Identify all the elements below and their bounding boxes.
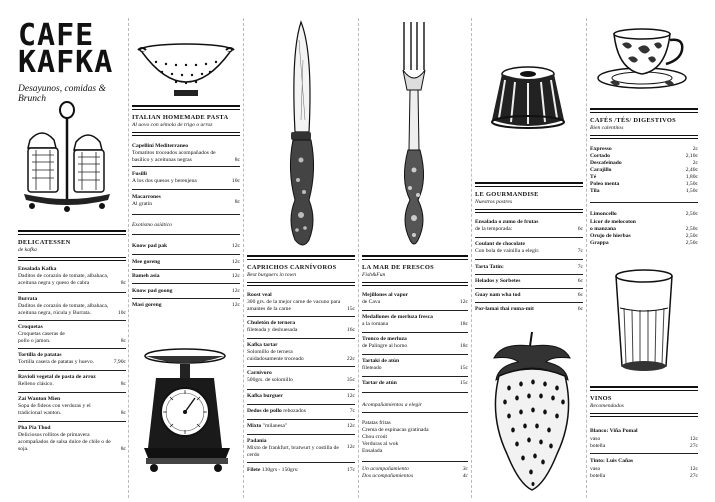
item-name: Medallones de merluza fresca <box>362 314 433 320</box>
item-desc: fileteada y deshuesada <box>247 327 298 333</box>
menu-item <box>362 314 468 328</box>
item-name: Burrata <box>18 296 38 302</box>
item-price: 8c <box>120 446 126 452</box>
item-price: 6c <box>577 226 583 232</box>
item-name: Tortilla de patatas <box>18 352 62 358</box>
item-name: Blanco: Viña Pomal <box>590 428 638 434</box>
brand-logo <box>18 18 126 104</box>
glass-illustration <box>612 268 676 374</box>
menu-item <box>247 408 355 415</box>
item-name: Coulant de chocolate <box>475 241 526 247</box>
column-divider <box>358 18 359 498</box>
menu-item <box>132 171 240 185</box>
item-name: Dos acompañamientos <box>362 473 414 479</box>
menu-item <box>18 324 126 345</box>
menu-item <box>475 306 583 313</box>
item-price: 2,50c <box>685 233 698 239</box>
divider <box>247 338 355 339</box>
item-desc: a la romana <box>362 321 389 327</box>
menu-item <box>132 288 240 295</box>
caprichos-header <box>247 255 355 286</box>
item-desc: de Cava <box>362 299 381 305</box>
item-price: 2c <box>692 160 698 166</box>
menu-item <box>18 296 126 317</box>
item-price: 1,50c <box>685 188 698 194</box>
item-price: 10c <box>117 310 126 316</box>
column-divider <box>128 18 129 498</box>
menu-item <box>362 466 468 473</box>
wine-line <box>590 436 698 443</box>
section-title: VINOS <box>590 395 612 402</box>
fork-illustration <box>396 20 432 248</box>
item-name: Cortado <box>590 153 610 159</box>
item-name: Filete <box>247 467 261 473</box>
column-1 <box>18 0 126 502</box>
item-name: Fusilli <box>132 171 147 177</box>
item-name: Croquetas <box>18 324 43 330</box>
divider <box>247 389 355 390</box>
divider <box>18 370 126 371</box>
divider <box>362 392 468 393</box>
menu-item <box>247 423 355 430</box>
item-name: Carajillo <box>590 167 612 173</box>
column-4 <box>362 0 468 502</box>
menu-item <box>18 396 126 417</box>
menu-item <box>362 336 468 350</box>
menu-item <box>247 292 355 313</box>
menu-item <box>247 467 355 474</box>
menu-item <box>475 241 583 255</box>
menu-item <box>590 233 698 240</box>
item-name: Padania <box>247 438 267 444</box>
menu-item <box>475 278 583 285</box>
delicatessen-header <box>18 230 126 261</box>
item-desc: Tortilla casera de patatas y huevo. <box>18 359 95 365</box>
item-price: 2,50c <box>685 240 698 246</box>
item-name: o manzana <box>590 226 616 232</box>
item-desc: Relleno clásico. <box>18 381 54 387</box>
menu-item <box>247 370 355 384</box>
item-price: 12c <box>689 466 698 472</box>
item-price: 4c <box>462 473 468 479</box>
item-price: 18c <box>459 321 468 327</box>
side-item: Crema de espinacas gratinada <box>362 427 429 433</box>
column-5 <box>475 0 583 502</box>
menu-item <box>18 374 126 388</box>
subheading-text: Acompañamientos a elegir <box>362 402 422 408</box>
sides-list <box>362 420 468 455</box>
item-price: 7c <box>349 408 355 414</box>
item-name: Carnivoro <box>247 370 272 376</box>
item-name: Capellini Mediterraneo <box>132 143 189 149</box>
divider <box>132 214 240 215</box>
gourmandise-header <box>475 182 583 213</box>
menu-item <box>18 425 126 453</box>
divider <box>132 298 240 299</box>
section-title: CAPRICHOS CARNÍVOROS <box>247 264 337 271</box>
item-price: 2,40c <box>685 167 698 173</box>
item-price: 12c <box>346 423 355 429</box>
divider <box>132 254 240 255</box>
divider <box>132 269 240 270</box>
item-price: 2,50c <box>685 211 698 217</box>
item-name: Tronco de merluza <box>362 336 407 342</box>
item-price: 1,50c <box>685 181 698 187</box>
divider <box>362 354 468 355</box>
side-item: Patatas fritas <box>362 420 391 426</box>
item-name: Orujo de hierbas <box>590 233 631 239</box>
divider <box>475 274 583 275</box>
item-price: 2,10c <box>685 153 698 159</box>
menu-item <box>590 181 698 188</box>
sides-subheading <box>362 402 468 409</box>
column-divider <box>471 18 472 498</box>
item-price: 12c <box>231 259 240 265</box>
divider <box>132 283 240 284</box>
divider <box>18 421 126 422</box>
menu-item <box>247 393 355 400</box>
item-price: 6c <box>577 278 583 284</box>
item-name: Té <box>590 174 597 180</box>
colander-illustration <box>136 40 236 100</box>
item-desc: Deliciosos rollitos de primavera acompañados de salsa dulce de chile o de soja. <box>18 432 111 452</box>
item-price: 8c <box>120 381 126 387</box>
item-desc: Con bola de vainilla a elegir. <box>475 248 540 254</box>
menu-item <box>475 292 583 299</box>
section-title: CAFÉS /TÉS/ DIGESTIVOS <box>590 117 677 124</box>
item-label: vaso <box>590 466 601 472</box>
item-desc: 130grs - 150grs: <box>261 467 299 473</box>
menu-item <box>590 240 698 247</box>
item-label: botella <box>590 443 606 449</box>
section-subtitle: Fish&Fun <box>362 272 386 278</box>
item-name: Kafka burguer <box>247 393 283 399</box>
item-name: Tartar de atún <box>362 380 397 386</box>
divider <box>590 453 698 454</box>
item-price: 17c <box>346 467 355 473</box>
item-name: Grappa <box>590 240 609 246</box>
knife-illustration <box>283 20 319 250</box>
menu-item <box>362 473 468 480</box>
divider <box>475 259 583 260</box>
item-price: 12c <box>346 444 355 450</box>
divider <box>362 310 468 311</box>
menu-item <box>132 243 240 250</box>
item-price: 22c <box>346 356 355 362</box>
item-name: Ensalada Kafka <box>18 266 57 272</box>
item-desc: Daditos de corazón de tomate, albahaca, aceituna negra, rúcula y Burrata. <box>18 303 109 316</box>
brand-tagline: Desayunos, comidas & Brunch <box>18 84 106 104</box>
item-price: 10c <box>231 178 240 184</box>
item-desc: Solomillo de ternera cuidadosamente troceado <box>247 349 304 362</box>
item-price: 16c <box>346 327 355 333</box>
item-desc: Tomatitos troceados acompañados de basilico y aceitunas negras <box>132 150 216 163</box>
menu-item <box>475 219 583 233</box>
divider <box>475 237 583 238</box>
item-name: Kafka tartar <box>247 342 278 348</box>
menu-item <box>590 146 698 153</box>
section-subtitle: Al uovo con sémola de trigo o arroz <box>132 122 213 128</box>
menu-item <box>590 211 698 218</box>
item-price: 8c <box>120 338 126 344</box>
item-desc: "milanesa" <box>262 423 288 429</box>
item-desc: Al gratín <box>132 201 153 207</box>
divider <box>18 292 126 293</box>
section-subtitle: Recomendados <box>590 403 624 409</box>
item-desc: Croquetas caseras de pollo o jamon. <box>18 331 65 344</box>
menu-item <box>362 292 468 306</box>
menu-item <box>590 219 698 226</box>
teacup-illustration <box>596 24 692 94</box>
item-name: Bameh asia <box>132 273 160 279</box>
frescos-header <box>362 255 468 286</box>
divider <box>247 316 355 317</box>
item-name: Guay nam wha tod <box>475 292 521 298</box>
divider <box>247 404 355 405</box>
item-name: Mee goreng <box>132 259 161 265</box>
item-name: Know pad pak <box>132 243 168 249</box>
item-price: 7c <box>577 248 583 254</box>
side-item: Verduras al wok <box>362 441 399 447</box>
divider <box>132 166 240 167</box>
section-title: LE GOURMANDISE <box>475 191 539 198</box>
menu-item <box>590 153 698 160</box>
item-price: 15c <box>346 306 355 312</box>
item-price: 7,90c <box>113 359 126 365</box>
item-price: 3c <box>462 466 468 472</box>
item-price: 12c <box>459 299 468 305</box>
item-price: 15c <box>459 380 468 386</box>
brand-line-2: KAFKA <box>18 45 114 80</box>
item-desc: A los dos quesos y berenjena <box>132 178 197 184</box>
item-name: Tila <box>590 188 600 194</box>
item-price: 8c <box>120 280 126 286</box>
item-desc: rebozados <box>283 408 306 414</box>
menu-item <box>362 380 468 387</box>
item-desc: de Palingre al horno <box>362 343 408 349</box>
item-name: Pha Pia Thod <box>18 425 51 431</box>
brand-line-1: CAFE <box>18 18 95 53</box>
item-price: 18c <box>459 343 468 349</box>
item-desc: 500grs. de solomillo <box>247 377 293 383</box>
menu-item <box>132 194 240 208</box>
menu-item <box>590 226 698 233</box>
item-name: Roost veal <box>247 292 272 298</box>
menu-item <box>132 143 240 164</box>
item-name: Tinto: Luis Cañas <box>590 458 634 464</box>
side-item: Ensalada <box>362 448 383 454</box>
item-name: Mixto <box>247 423 262 429</box>
divider <box>362 332 468 333</box>
menu-item <box>590 174 698 181</box>
item-desc: Sopa de fideos con verduras y el tradicional wanton. <box>18 403 91 416</box>
divider <box>18 392 126 393</box>
item-name: Ravioli vegetal de pasta de arroz <box>18 374 96 380</box>
column-6 <box>590 0 698 502</box>
divider <box>590 202 698 203</box>
item-price: 7c <box>577 264 583 270</box>
item-name: Ensalada o zumo de frutas <box>475 219 539 225</box>
item-price: 27c <box>689 473 698 479</box>
item-name: Poleo menta <box>590 181 620 187</box>
menu-item <box>362 358 468 372</box>
divider <box>247 434 355 435</box>
item-name: Tartaki de atún <box>362 358 400 364</box>
wine-name <box>590 458 698 465</box>
wine-line <box>590 443 698 450</box>
menu-item <box>18 352 126 366</box>
item-price: 12c <box>231 302 240 308</box>
kitchen-scale-illustration <box>140 344 235 489</box>
item-desc: de la temporada: <box>475 226 513 232</box>
divider <box>18 348 126 349</box>
section-subtitle: de kafka <box>18 247 37 253</box>
item-price: 12c <box>231 243 240 249</box>
item-price: 8c <box>234 199 240 205</box>
divider <box>475 302 583 303</box>
strawberry-illustration <box>487 330 577 495</box>
menu-item <box>18 266 126 287</box>
column-2 <box>132 0 240 502</box>
divider <box>247 366 355 367</box>
wine-line <box>590 473 698 480</box>
item-name: Limoncello <box>590 211 617 217</box>
divider <box>247 462 355 463</box>
item-name: Licor de melocoton <box>590 219 636 225</box>
menu-item <box>590 188 698 195</box>
column-3 <box>247 0 355 502</box>
item-desc: fileteado <box>362 365 382 371</box>
item-name: Expresso <box>590 146 612 152</box>
item-price: 6c <box>577 292 583 298</box>
subheading-text: Exotismo asiático <box>132 222 172 228</box>
menu-item <box>132 302 240 309</box>
item-label: botella <box>590 473 606 479</box>
menu-item <box>132 273 240 280</box>
divider <box>475 288 583 289</box>
section-subtitle: Best burguers in town <box>247 272 297 278</box>
section-subtitle: Bien calentitos <box>590 125 624 131</box>
section-title: ITALIAN HOMEMADE PASTA <box>132 114 229 121</box>
item-name: Mejillones al vapor <box>362 292 408 298</box>
item-desc: Mixto de frankfurt, bratwurt y costilla de cerdo <box>247 445 339 458</box>
divider <box>247 419 355 420</box>
section-subtitle: Nuestros postres <box>475 199 513 205</box>
cafes-header <box>590 108 698 139</box>
item-price: 12c <box>231 288 240 294</box>
item-price: 2c <box>692 146 698 152</box>
item-price: 12c <box>231 273 240 279</box>
divider <box>362 461 468 462</box>
item-name: Macarrones <box>132 194 161 200</box>
item-price: 2,50c <box>685 226 698 232</box>
pasta-header <box>132 105 240 136</box>
cruet-set-illustration <box>22 100 112 215</box>
menu-item <box>247 320 355 334</box>
column-divider <box>586 18 587 498</box>
item-price: 6c <box>577 306 583 312</box>
item-name: Tarta Tatin: <box>475 264 504 270</box>
exotic-subheading <box>132 222 240 229</box>
section-title: LA MAR DE FRESCOS <box>362 264 435 271</box>
item-price: 35c <box>346 377 355 383</box>
divider <box>18 320 126 321</box>
item-price: 27c <box>689 443 698 449</box>
side-item: Chou croút <box>362 434 388 440</box>
divider <box>362 376 468 377</box>
item-name: Un acompañamiento <box>362 466 409 472</box>
item-name: Descafeinado <box>590 160 622 166</box>
item-price: 8c <box>234 157 240 163</box>
item-label: vaso <box>590 436 601 442</box>
item-name: Dedos de pollo <box>247 408 282 414</box>
menu-item <box>247 342 355 363</box>
section-title: DELICATESSEN <box>18 239 71 246</box>
menu-item <box>590 160 698 167</box>
divider <box>132 234 240 235</box>
item-desc: Daditos de corazón de tomate, albahaca, aceituna negra y queso de cabra <box>18 273 109 286</box>
item-name: Por-lamai thai ruma-mit <box>475 306 534 312</box>
item-name: Know pad goong <box>132 288 173 294</box>
item-name: Zai Wanton Mien <box>18 396 61 402</box>
menu-item <box>132 259 240 266</box>
item-name: Helados y Sorbetes <box>475 278 521 284</box>
item-name: Chuletón de ternera <box>247 320 296 326</box>
item-name: Masi goreng <box>132 302 162 308</box>
vinos-header <box>590 386 698 417</box>
bundt-mold-illustration <box>483 62 573 132</box>
menu-item <box>247 438 355 459</box>
menu-item <box>590 167 698 174</box>
item-price: 12c <box>689 436 698 442</box>
item-price: 8c <box>120 410 126 416</box>
menu-item <box>475 264 583 271</box>
wine-name <box>590 428 698 435</box>
item-price: 15c <box>459 365 468 371</box>
item-desc: 300 grs. de la mejor carne de vacuno para amantes de la carne <box>247 299 341 312</box>
wine-line <box>590 466 698 473</box>
item-price: 1,80c <box>685 174 698 180</box>
item-price: 12c <box>346 393 355 399</box>
divider <box>362 412 468 413</box>
divider <box>132 189 240 190</box>
column-divider <box>243 18 244 498</box>
